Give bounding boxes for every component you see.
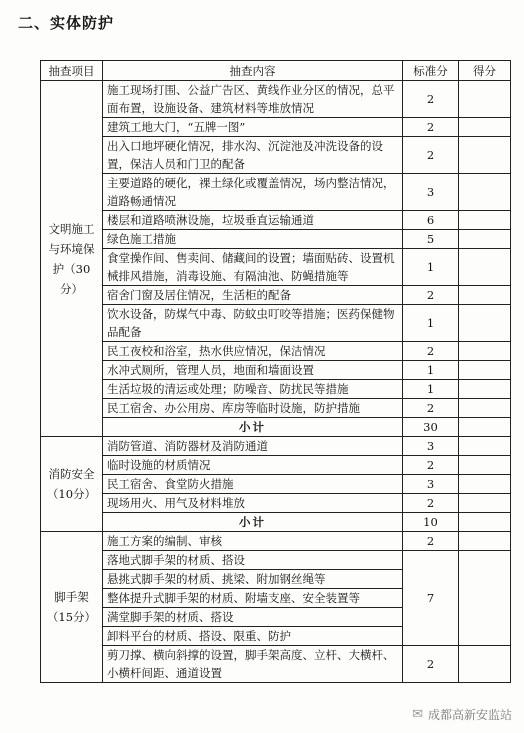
subtotal-label: 小计 xyxy=(103,513,403,532)
standard-score: 2 xyxy=(403,646,459,683)
score-input-cell[interactable] xyxy=(459,456,511,475)
standard-score: 2 xyxy=(403,286,459,305)
table-row xyxy=(41,174,511,211)
item-content: 食堂操作间、售卖间、储藏间的设置；墙面贴砖、设置机械排风措施，消毒设施、有隔油池、防蝇措施等 xyxy=(103,249,403,286)
item-content: 悬挑式脚手架的材质、挑梁、附加钢丝绳等 xyxy=(103,570,403,589)
header-standard: 标准分 xyxy=(403,61,459,81)
item-content: 消防管道、消防器材及消防通道 xyxy=(103,437,403,456)
table-row xyxy=(41,380,511,399)
table-row xyxy=(41,211,511,230)
item-content: 现场用火、用气及材料堆放 xyxy=(103,494,403,513)
category-cell: 文明施工与环境保护（30分） xyxy=(41,81,103,437)
table-row xyxy=(41,361,511,380)
standard-score: 7 xyxy=(403,551,459,646)
table-row xyxy=(41,249,511,286)
score-input-cell[interactable] xyxy=(459,437,511,456)
item-content: 民工夜校和浴室，热水供应情况，保洁情况 xyxy=(103,342,403,361)
item-content: 民工宿舍、食堂防火措施 xyxy=(103,475,403,494)
score-input-cell[interactable] xyxy=(459,230,511,249)
standard-score: 2 xyxy=(403,342,459,361)
header-content: 抽查内容 xyxy=(103,61,403,81)
item-content: 生活垃圾的清运或处理；防噪音、防扰民等措施 xyxy=(103,380,403,399)
standard-score: 2 xyxy=(403,118,459,137)
item-content: 整体提升式脚手架的材质、附墙支座、安全装置等 xyxy=(103,589,403,608)
standard-score: 2 xyxy=(403,399,459,418)
score-input-cell[interactable] xyxy=(459,286,511,305)
score-input-cell[interactable] xyxy=(459,137,511,174)
header-score: 得分 xyxy=(459,61,511,81)
subtotal-row xyxy=(41,418,511,437)
item-content: 饮水设备，防煤气中毒、防蚊虫叮咬等措施；医药保健物品配备 xyxy=(103,305,403,342)
table-row xyxy=(41,118,511,137)
category-cell: 脚手架（15分） xyxy=(41,532,103,683)
standard-score: 2 xyxy=(403,137,459,174)
table-row xyxy=(41,286,511,305)
item-content: 出入口地坪硬化情况，排水沟、沉淀池及冲洗设备的设置，保洁人员和门卫的配备 xyxy=(103,137,403,174)
table-row xyxy=(41,475,511,494)
score-input-cell[interactable] xyxy=(459,211,511,230)
header-row xyxy=(41,61,511,81)
standard-score: 2 xyxy=(403,532,459,551)
standard-score: 6 xyxy=(403,211,459,230)
score-input-cell[interactable] xyxy=(459,174,511,211)
score-input-cell[interactable] xyxy=(459,305,511,342)
standard-score: 3 xyxy=(403,437,459,456)
watermark xyxy=(412,706,512,723)
table-row xyxy=(41,81,511,118)
standard-score: 2 xyxy=(403,456,459,475)
subtotal-row xyxy=(41,513,511,532)
item-content: 民工宿舍、办公用房、库房等临时设施，防护措施 xyxy=(103,399,403,418)
item-content: 剪刀撑、横向斜撑的设置，脚手架高度、立杆、大横杆、小横杆间距、通道设置 xyxy=(103,646,403,683)
header-category: 抽查项目 xyxy=(41,61,103,81)
score-input-cell[interactable] xyxy=(459,475,511,494)
standard-score: 2 xyxy=(403,81,459,118)
section-title: 二、实体防护 xyxy=(18,14,115,32)
item-content: 建筑工地大门，“五牌一图” xyxy=(103,118,403,137)
item-content: 绿色施工措施 xyxy=(103,230,403,249)
wechat-icon: ✉ xyxy=(412,707,423,722)
item-content: 施工现场打围、公益广告区、黄线作业分区的情况，总平面布置，设施设备、建筑材料等堆放情况 xyxy=(103,81,403,118)
subtotal-score-cell[interactable] xyxy=(459,418,511,437)
standard-score: 1 xyxy=(403,380,459,399)
table-row xyxy=(41,399,511,418)
standard-score: 5 xyxy=(403,230,459,249)
table-row xyxy=(41,230,511,249)
standard-score: 3 xyxy=(403,174,459,211)
score-input-cell[interactable] xyxy=(459,551,511,646)
table-row xyxy=(41,551,511,570)
item-content: 落地式脚手架的材质、搭设 xyxy=(103,551,403,570)
score-input-cell[interactable] xyxy=(459,380,511,399)
score-input-cell[interactable] xyxy=(459,494,511,513)
table-row xyxy=(41,437,511,456)
item-content: 卸料平台的材质、搭设、限重、防护 xyxy=(103,627,403,646)
score-input-cell[interactable] xyxy=(459,399,511,418)
score-input-cell[interactable] xyxy=(459,646,511,683)
table-row xyxy=(41,494,511,513)
score-input-cell[interactable] xyxy=(459,249,511,286)
score-input-cell[interactable] xyxy=(459,118,511,137)
standard-score: 1 xyxy=(403,249,459,286)
subtotal-value: 30 xyxy=(403,418,459,437)
subtotal-value: 10 xyxy=(403,513,459,532)
category-cell: 消防安全（10分） xyxy=(41,437,103,532)
table-row xyxy=(41,305,511,342)
standard-score: 1 xyxy=(403,361,459,380)
score-input-cell[interactable] xyxy=(459,532,511,551)
standard-score: 2 xyxy=(403,494,459,513)
table-row xyxy=(41,532,511,551)
inspection-table xyxy=(40,60,511,683)
table-row xyxy=(41,456,511,475)
score-input-cell[interactable] xyxy=(459,342,511,361)
item-content: 水冲式厕所，管理人员，地面和墙面设置 xyxy=(103,361,403,380)
standard-score: 3 xyxy=(403,475,459,494)
subtotal-label: 小计 xyxy=(103,418,403,437)
item-content: 宿舍门窗及居住情况，生活柜的配备 xyxy=(103,286,403,305)
item-content: 临时设施的材质情况 xyxy=(103,456,403,475)
score-input-cell[interactable] xyxy=(459,361,511,380)
watermark-text: 成都高新安监站 xyxy=(427,708,512,722)
standard-score: 1 xyxy=(403,305,459,342)
score-input-cell[interactable] xyxy=(459,81,511,118)
table-row xyxy=(41,646,511,683)
item-content: 施工方案的编制、审核 xyxy=(103,532,403,551)
subtotal-score-cell[interactable] xyxy=(459,513,511,532)
table-row xyxy=(41,137,511,174)
item-content: 满堂脚手架的材质、搭设 xyxy=(103,608,403,627)
item-content: 主要道路的硬化，裸土绿化或覆盖情况，场内整洁情况，道路畅通情况 xyxy=(103,174,403,211)
table-row xyxy=(41,342,511,361)
item-content: 楼层和道路喷淋设施，垃圾垂直运输通道 xyxy=(103,211,403,230)
